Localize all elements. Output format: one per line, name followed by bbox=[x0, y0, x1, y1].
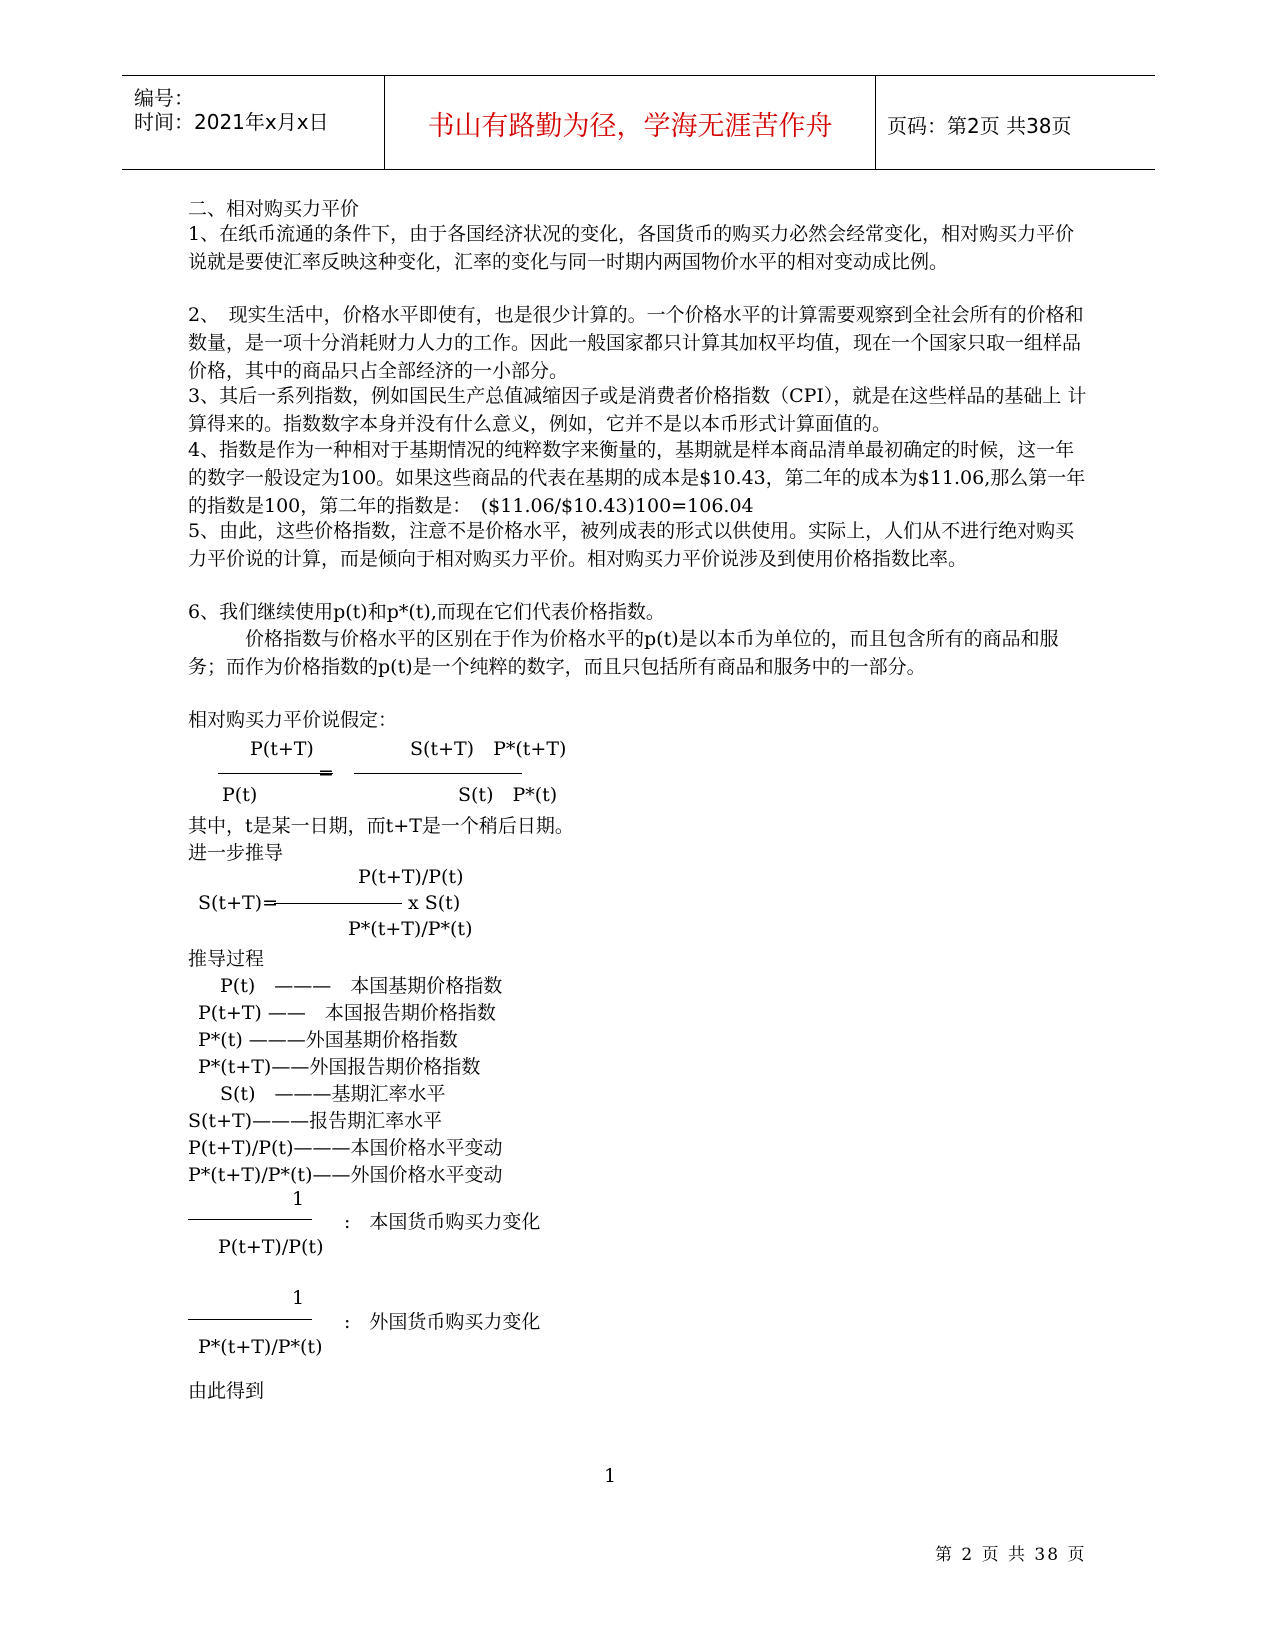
header-time-label: 时间：2021年x月x日 bbox=[134, 110, 329, 134]
formula3-label: : 本国货币购买力变化 bbox=[344, 1211, 541, 1233]
conclusion-label: 由此得到 bbox=[188, 1380, 265, 1402]
section-title: 二、相对购买力平价 bbox=[188, 198, 360, 220]
formula1-fraction-bar-left bbox=[218, 773, 333, 774]
paragraph-6: 6、我们继续使用p(t)和p*(t),而现在它们代表价格指数。 bbox=[188, 601, 665, 623]
formula1-denominator-right: S(t) P*(t) bbox=[458, 784, 558, 806]
paragraph-4: 4、指数是作为一种相对于基期情况的纯粹数字来衡量的，基期就是样本商品清单最初确定的时候，这一年的数字一般设定为100。如果这些商品的代表在基期的成本是$10.43，第二年的成本为$11.06,那么第一年的指数是100，第二年的指数是： ($11.06/$10.43)100=106.04 bbox=[188, 439, 1086, 517]
formula3-fraction-bar bbox=[188, 1219, 312, 1220]
formula2-numerator: P(t+T)/P(t) bbox=[358, 866, 464, 888]
where-sentence: 其中，t是某一日期，而t+T是一个稍后日期。 bbox=[188, 815, 574, 837]
header-page-cell bbox=[875, 76, 1155, 169]
header-page-label: 页码：第2页 共38页 bbox=[887, 114, 1072, 138]
paragraph-1: 1、在纸币流通的条件下，由于各国经济状况的变化，各国货币的购买力必然会经常变化，相对购买力平价说就是要使汇率反映这种变化，汇率的变化与同一时期内两国物价水平的相对变动成比例。 bbox=[188, 223, 1075, 273]
formula1-equals: = bbox=[318, 762, 334, 784]
header-left-cell bbox=[122, 76, 384, 169]
formula4-numerator: 1 bbox=[292, 1287, 305, 1309]
formula2-denominator: P*(t+T)/P*(t) bbox=[348, 918, 473, 940]
formula2-rhs: x S(t) bbox=[408, 892, 461, 914]
formula2-lhs: S(t+T)= bbox=[198, 892, 278, 914]
further-derivation-label: 进一步推导 bbox=[188, 842, 284, 864]
definition-line: S(t) ———基期汇率水平 bbox=[220, 1083, 446, 1105]
derivation-process-label: 推导过程 bbox=[188, 948, 265, 970]
formula4-label: : 外国货币购买力变化 bbox=[344, 1311, 541, 1333]
page-footer: 第 2 页 共 38 页 bbox=[935, 1545, 1087, 1565]
formula4-fraction-bar bbox=[188, 1319, 312, 1320]
formula1-numerator-right: S(t+T) P*(t+T) bbox=[410, 738, 567, 760]
definition-line: S(t+T)———报告期汇率水平 bbox=[188, 1110, 443, 1132]
header-slogan-cell bbox=[384, 76, 876, 169]
formula1-fraction-bar-right bbox=[354, 773, 522, 774]
formula4-denominator: P*(t+T)/P*(t) bbox=[198, 1336, 323, 1358]
assumption-label: 相对购买力平价说假定： bbox=[188, 709, 398, 731]
page-header bbox=[122, 75, 1155, 170]
header-slogan: 书山有路勤为径，学海无涯苦作舟 bbox=[427, 111, 833, 142]
formula3-denominator: P(t+T)/P(t) bbox=[218, 1236, 324, 1258]
definition-line: P(t) ——— 本国基期价格指数 bbox=[220, 975, 503, 997]
formula1-denominator-left: P(t) bbox=[222, 784, 258, 806]
page-number: 1 bbox=[604, 1465, 617, 1487]
formula3-numerator: 1 bbox=[292, 1188, 305, 1210]
paragraph-2: 2、 现实生活中，价格水平即使有，也是很少计算的。一个价格水平的计算需要观察到全社会所有的价格和数量，是一项十分消耗财力人力的工作。因此一般国家都只计算其加权平均值，现在一个国家只取一组样品价格，其中的商品只占全部经济的一小部分。 bbox=[188, 304, 1084, 382]
paragraph-3: 3、其后一系列指数，例如国民生产总值减缩因子或是消费者价格指数（CPI），就是在这些样品的基础上 计算得来的。指数数字本身并没有什么意义，例如，它并不是以本币形式计算面值的。 bbox=[188, 385, 1087, 435]
definition-line: P*(t) ———外国基期价格指数 bbox=[198, 1029, 458, 1051]
paragraph-7: 价格指数与价格水平的区别在于作为价格水平的p(t)是以本币为单位的，而且包含所有的商品和服务；而作为价格指数的p(t)是一个纯粹的数字，而且只包括所有商品和服务中的一部分。 bbox=[188, 628, 1059, 678]
definition-line: P(t+T) —— 本国报告期价格指数 bbox=[198, 1002, 496, 1024]
definition-line: P(t+T)/P(t)———本国价格水平变动 bbox=[188, 1137, 503, 1159]
paragraph-5: 5、由此，这些价格指数，注意不是价格水平，被列成表的形式以供使用。实际上，人们从不进行绝对购买力平价说的计算，而是倾向于相对购买力平价。相对购买力平价说涉及到使用价格指数比率。 bbox=[188, 520, 1075, 570]
definition-line: P*(t+T)/P*(t)——外国价格水平变动 bbox=[188, 1164, 503, 1186]
formula1-numerator-left: P(t+T) bbox=[250, 738, 314, 760]
definition-line: P*(t+T)——外国报告期价格指数 bbox=[198, 1056, 481, 1078]
formula2-fraction-bar bbox=[274, 903, 402, 904]
header-number-label: 编号： bbox=[134, 86, 194, 110]
